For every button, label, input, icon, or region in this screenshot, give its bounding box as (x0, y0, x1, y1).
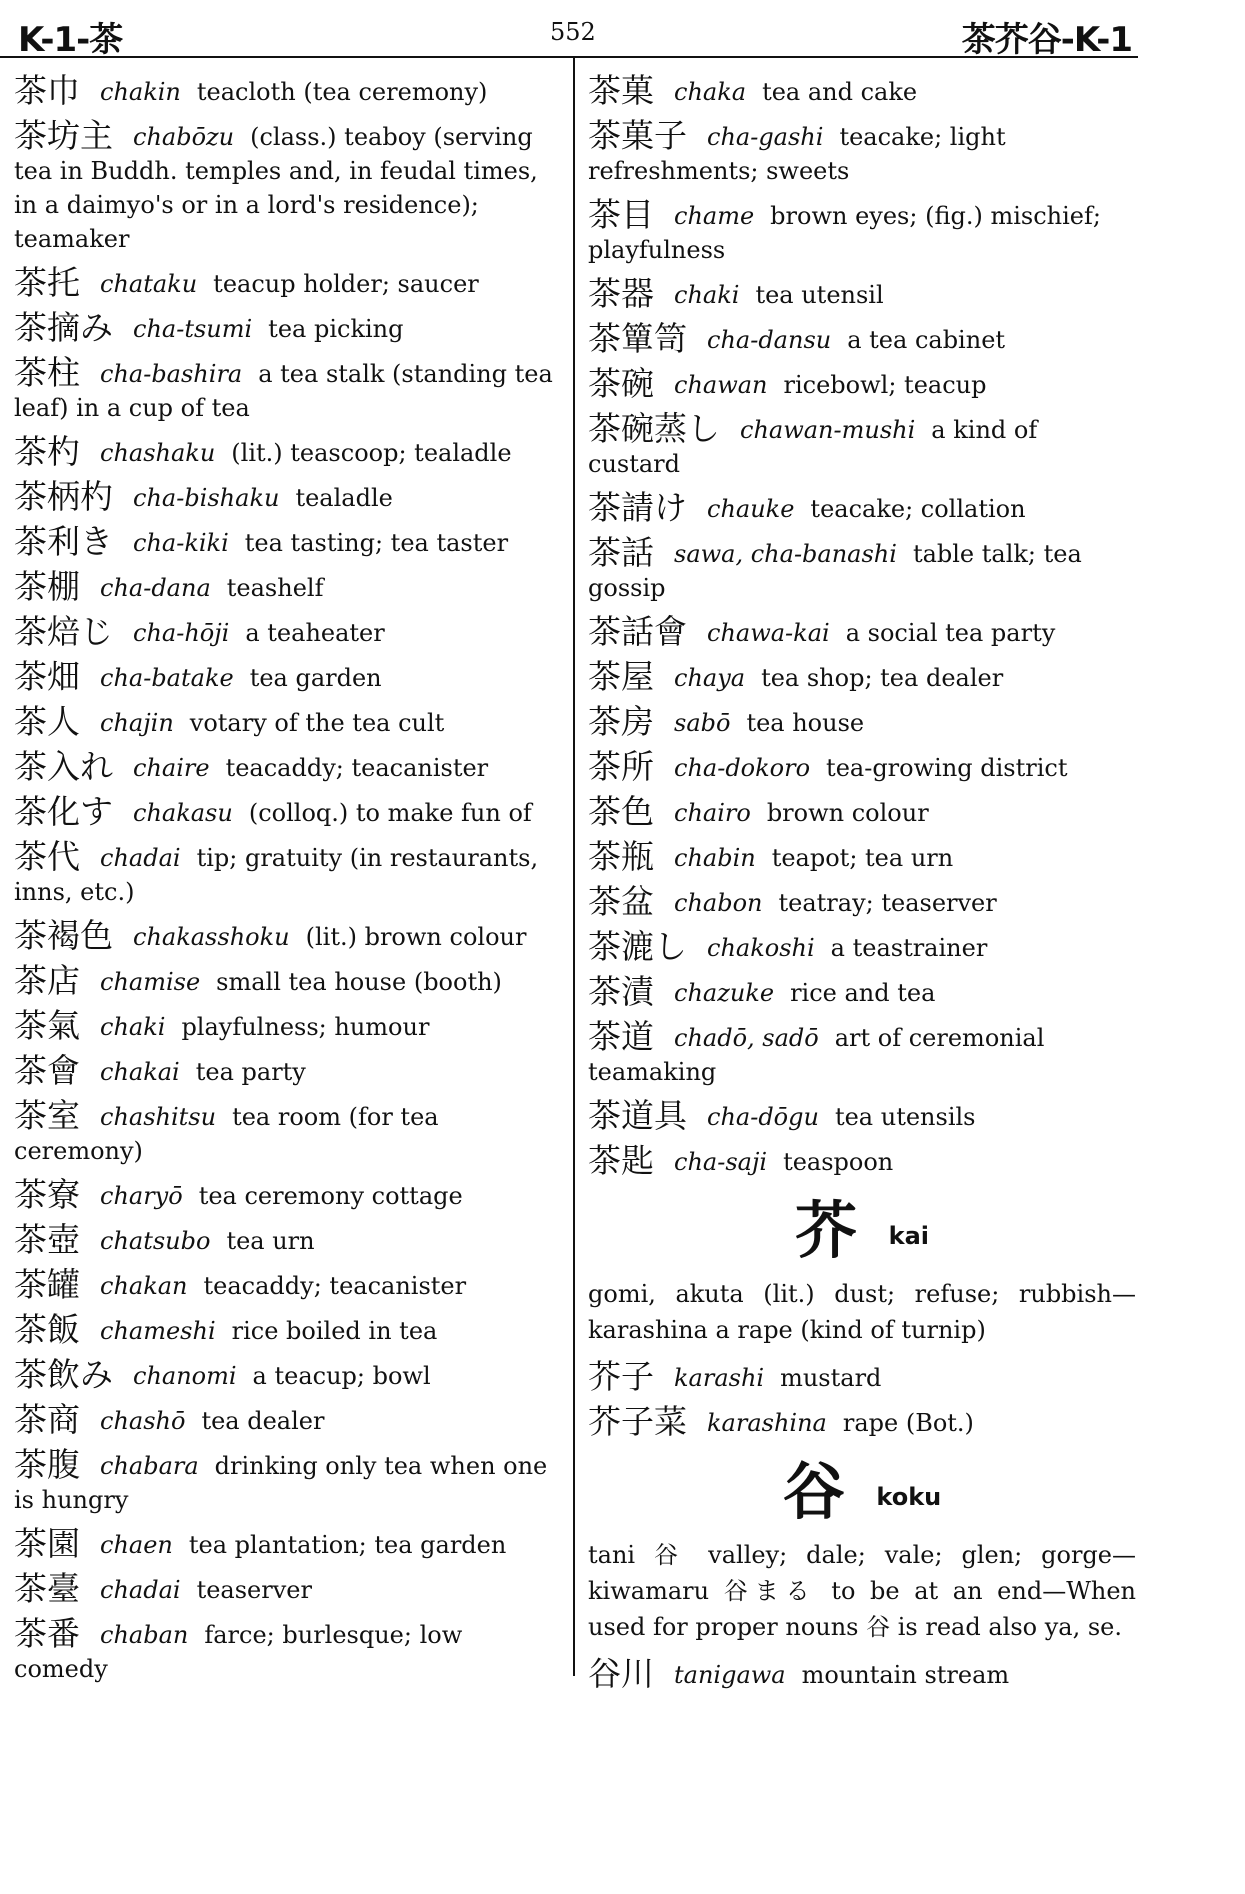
koku-section-heading (588, 1455, 1136, 1528)
entry-definition: tea ceremony cottage (198, 1182, 463, 1210)
dictionary-entry (588, 1017, 1136, 1089)
kai-entries (588, 1357, 1136, 1441)
entry-headword: 芥子菜 (588, 1402, 687, 1441)
dictionary-entry (588, 972, 1136, 1011)
entry-headword: 茶商 (14, 1400, 80, 1439)
entry-romaji: chaka (674, 78, 747, 106)
entry-romaji: cha-gashi (707, 123, 824, 151)
kai-reading: kai (888, 1222, 930, 1250)
dictionary-entry (588, 1141, 1136, 1180)
dictionary-entry (14, 961, 562, 1000)
dictionary-entry (14, 116, 562, 256)
dictionary-entry (588, 364, 1136, 403)
entry-romaji: charyō (100, 1182, 183, 1210)
entry-romaji: chakai (100, 1058, 180, 1086)
entry-headword: 茶目 (588, 195, 654, 234)
entry-definition: tea room (for tea ceremony) (14, 1103, 439, 1165)
entry-definition: brown colour (766, 799, 929, 827)
right-column (588, 71, 1136, 1702)
entry-headword: 茶所 (588, 747, 654, 786)
entry-headword: 茶請け (588, 488, 687, 527)
dictionary-entry (14, 1006, 562, 1045)
entry-definition: farce; burlesque; low comedy (14, 1621, 463, 1683)
dictionary-entry (14, 1051, 562, 1090)
entry-definition: tea shop; tea dealer (761, 664, 1004, 692)
entry-headword: 茶園 (14, 1524, 80, 1563)
dictionary-entry (588, 319, 1136, 358)
dictionary-entry (14, 747, 562, 786)
dictionary-entry (588, 1654, 1136, 1693)
entry-headword: 茶會 (14, 1051, 80, 1090)
entry-romaji: cha-saji (674, 1148, 768, 1176)
dictionary-entry (588, 195, 1136, 267)
dictionary-entry (14, 1400, 562, 1439)
entry-romaji: chataku (100, 270, 198, 298)
entry-romaji: cha-bishaku (133, 484, 280, 512)
dictionary-entry (14, 1096, 562, 1168)
entry-definition: teatray; teaserver (778, 889, 997, 917)
entry-headword: 茶色 (588, 792, 654, 831)
entry-headword: 茶漬 (588, 972, 654, 1011)
header-left-guide: K-1-茶 (18, 20, 123, 60)
entry-headword: 茶褐色 (14, 916, 113, 955)
entry-romaji: karashi (674, 1364, 765, 1392)
entry-headword: 茶腹 (14, 1445, 80, 1484)
entry-definition: teapot; tea urn (771, 844, 954, 872)
entry-definition: rice boiled in tea (231, 1317, 438, 1345)
entry-headword: 茶話 (588, 533, 654, 572)
entry-headword: 茶氣 (14, 1006, 80, 1045)
dictionary-entry (14, 308, 562, 347)
dictionary-entry (14, 612, 562, 651)
page-number: 552 (550, 18, 596, 46)
dictionary-entry (14, 702, 562, 741)
header-right-guide: 茶芥谷-K-1 (961, 20, 1132, 60)
entry-headword: 茶托 (14, 263, 80, 302)
entry-headword: 芥子 (588, 1357, 654, 1396)
entry-definition: tea dealer (201, 1407, 325, 1435)
entry-headword: 茶店 (14, 961, 80, 1000)
dictionary-entry (14, 1310, 562, 1349)
entry-romaji: cha-tsumi (133, 315, 253, 343)
dictionary-entry (14, 263, 562, 302)
koku-character: 谷 (782, 1455, 845, 1528)
entry-romaji: chakoshi (707, 934, 815, 962)
dictionary-entry (14, 1355, 562, 1394)
dictionary-entry (588, 837, 1136, 876)
dictionary-entry (14, 1175, 562, 1214)
entry-romaji: cha-hōji (133, 619, 230, 647)
entry-definition: tea tasting; tea taster (244, 529, 509, 557)
entry-definition: mountain stream (801, 1661, 1010, 1689)
entry-headword: 茶房 (588, 702, 654, 741)
dictionary-entry (14, 792, 562, 831)
entry-headword: 茶巾 (14, 71, 80, 110)
entry-headword: 茶盆 (588, 882, 654, 921)
entry-romaji: chadō, sadō (674, 1024, 819, 1052)
entry-definition: teacup holder; saucer (213, 270, 479, 298)
entry-romaji: chabon (674, 889, 763, 917)
entry-headword: 茶漉し (588, 927, 687, 966)
entry-romaji: chakan (100, 1272, 188, 1300)
dictionary-entry (14, 353, 562, 425)
entry-definition: (colloq.) to make fun of (248, 799, 532, 827)
entry-headword: 茶杓 (14, 432, 80, 471)
entry-headword: 茶飯 (14, 1310, 80, 1349)
entry-headword: 茶道具 (588, 1096, 687, 1135)
entry-romaji: chakin (100, 78, 181, 106)
entry-definition: (lit.) teascoop; tealadle (231, 439, 512, 467)
entry-definition: tea picking (268, 315, 404, 343)
entry-headword: 茶柄杓 (14, 477, 113, 516)
entry-definition: a teaheater (245, 619, 385, 647)
page-header (0, 6, 1138, 58)
entry-definition: playfulness; humour (181, 1013, 430, 1041)
entry-romaji: chawan-mushi (740, 416, 916, 444)
entry-definition: tea urn (226, 1227, 315, 1255)
entry-definition: teacake; collation (810, 495, 1026, 523)
right-entries (588, 71, 1136, 1180)
entry-definition: teacaddy; teacanister (225, 754, 489, 782)
entry-definition: tea and cake (762, 78, 918, 106)
entry-headword: 茶匙 (588, 1141, 654, 1180)
entry-headword: 谷川 (588, 1654, 654, 1693)
dictionary-entry (588, 1357, 1136, 1396)
entry-headword: 茶屋 (588, 657, 654, 696)
entry-definition: a tea cabinet (847, 326, 1006, 354)
entry-romaji: chatsubo (100, 1227, 211, 1255)
entry-definition: rice and tea (790, 979, 936, 1007)
entry-headword: 茶焙じ (14, 612, 113, 651)
entry-romaji: chabara (100, 1452, 199, 1480)
entry-romaji: chajin (100, 709, 174, 737)
entry-headword: 茶壺 (14, 1220, 80, 1259)
koku-entries (588, 1654, 1136, 1693)
entry-romaji: chameshi (100, 1317, 216, 1345)
entry-romaji: cha-kiki (133, 529, 229, 557)
entry-headword: 茶畑 (14, 657, 80, 696)
dictionary-entry (14, 567, 562, 606)
dictionary-entry (14, 1220, 562, 1259)
entry-headword: 茶碗蒸し (588, 409, 720, 448)
entry-definition: tea utensils (834, 1103, 976, 1131)
entry-romaji: cha-dansu (707, 326, 832, 354)
dictionary-entry (588, 274, 1136, 313)
left-column (14, 71, 562, 1696)
entry-definition: tea plantation; tea garden (188, 1531, 507, 1559)
kai-character: 芥 (794, 1194, 857, 1267)
dictionary-entry (14, 522, 562, 561)
entry-headword: 茶柱 (14, 353, 80, 392)
dictionary-entry (588, 612, 1136, 651)
entry-headword: 茶寮 (14, 1175, 80, 1214)
entry-definition: teacake; light refreshments; sweets (588, 123, 1006, 185)
entry-definition: teaserver (196, 1576, 312, 1604)
entry-romaji: cha-dokoro (674, 754, 811, 782)
entry-headword: 茶坊主 (14, 116, 113, 155)
dictionary-entry (14, 1445, 562, 1517)
entry-definition: teaspoon (783, 1148, 894, 1176)
entry-headword: 茶摘み (14, 308, 113, 347)
entry-romaji: chanomi (133, 1362, 237, 1390)
entry-definition: a teacup; bowl (252, 1362, 431, 1390)
dictionary-entry (14, 837, 562, 909)
entry-headword: 茶臺 (14, 1569, 80, 1608)
dictionary-entry (588, 882, 1136, 921)
entry-romaji: chashaku (100, 439, 216, 467)
entry-romaji: cha-bashira (100, 360, 243, 388)
dictionary-entry (588, 533, 1136, 605)
column-divider (573, 56, 575, 1676)
entry-romaji: cha-batake (100, 664, 234, 692)
dictionary-entry (588, 1402, 1136, 1441)
entry-romaji: chame (674, 202, 755, 230)
entry-romaji: chairo (674, 799, 751, 827)
entry-definition: tea garden (249, 664, 382, 692)
dictionary-entry (588, 792, 1136, 831)
entry-definition: a kind of custard (588, 416, 1038, 478)
dictionary-entry (14, 1569, 562, 1608)
entry-headword: 茶代 (14, 837, 80, 876)
entry-romaji: chazuke (674, 979, 775, 1007)
entry-definition: table talk; tea gossip (588, 540, 1082, 602)
entry-definition: tea-growing district (826, 754, 1068, 782)
entry-definition: tealadle (295, 484, 393, 512)
entry-headword: 茶利き (14, 522, 113, 561)
koku-paragraph: tani 谷 valley; dale; vale; glen; gorge—kiwamaru 谷まる to be at an end—When used for proper nouns 谷 is read also ya, se. (588, 1541, 1136, 1641)
dictionary-entry (14, 1614, 562, 1686)
dictionary-entry (14, 1265, 562, 1304)
entry-romaji: sabō (674, 709, 731, 737)
entry-headword: 茶入れ (14, 747, 113, 786)
entry-definition: tea house (746, 709, 865, 737)
entry-headword: 茶番 (14, 1614, 80, 1653)
entry-romaji: chawa-kai (707, 619, 830, 647)
entry-romaji: karashina (707, 1409, 827, 1437)
entry-definition: (class.) teaboy (serving tea in Buddh. temples and, in feudal times, in a daimyo's or in a lord's residence); teamaker (14, 123, 538, 253)
entry-romaji: chauke (707, 495, 795, 523)
entry-headword: 茶棚 (14, 567, 80, 606)
entry-definition: a social tea party (845, 619, 1056, 647)
entry-definition: tea utensil (755, 281, 884, 309)
entry-romaji: chawan (674, 371, 768, 399)
entry-definition: drinking only tea when one is hungry (14, 1452, 548, 1514)
entry-headword: 茶菓 (588, 71, 654, 110)
kai-section-heading (588, 1194, 1136, 1267)
entry-headword: 茶道 (588, 1017, 654, 1056)
entry-headword: 茶器 (588, 274, 654, 313)
entry-definition: teacloth (tea ceremony) (196, 78, 488, 106)
entry-headword: 茶簞笥 (588, 319, 687, 358)
dictionary-entry (14, 1524, 562, 1563)
entry-headword: 茶話會 (588, 612, 687, 651)
entry-romaji: chadai (100, 1576, 181, 1604)
entry-headword: 茶罐 (14, 1265, 80, 1304)
entry-definition: small tea house (booth) (216, 968, 502, 996)
entry-romaji: chabin (674, 844, 756, 872)
dictionary-entry (14, 432, 562, 471)
entry-definition: ricebowl; teacup (783, 371, 987, 399)
dictionary-entry (588, 116, 1136, 188)
entry-definition: tip; gratuity (in restaurants, inns, etc.) (14, 844, 539, 906)
entry-romaji: chadai (100, 844, 181, 872)
entry-romaji: chashitsu (100, 1103, 217, 1131)
entry-headword: 茶化す (14, 792, 113, 831)
entry-romaji: chakasu (133, 799, 233, 827)
dictionary-entry (588, 747, 1136, 786)
entry-romaji: tanigawa (674, 1661, 786, 1689)
entry-romaji: chaen (100, 1531, 173, 1559)
entry-definition: (lit.) brown colour (305, 923, 527, 951)
dictionary-entry (14, 71, 562, 110)
dictionary-entry (588, 409, 1136, 481)
dictionary-entry (588, 927, 1136, 966)
entry-definition: art of ceremonial teamaking (588, 1024, 1045, 1086)
dictionary-entry (588, 702, 1136, 741)
entry-romaji: chaki (100, 1013, 166, 1041)
entry-definition: a tea stalk (standing tea leaf) in a cup of tea (14, 360, 553, 422)
dictionary-entry (14, 916, 562, 955)
entry-definition: rape (Bot.) (842, 1409, 974, 1437)
dictionary-entry (588, 71, 1136, 110)
dictionary-entry (588, 1096, 1136, 1135)
entry-headword: 茶瓶 (588, 837, 654, 876)
entry-definition: teacaddy; teacanister (203, 1272, 467, 1300)
entry-romaji: chashō (100, 1407, 186, 1435)
entry-headword: 茶碗 (588, 364, 654, 403)
entry-romaji: chakasshoku (133, 923, 290, 951)
entry-definition: mustard (780, 1364, 882, 1392)
dictionary-entry (588, 657, 1136, 696)
dictionary-entry (14, 657, 562, 696)
koku-reading: koku (876, 1483, 942, 1511)
entry-romaji: chamise (100, 968, 201, 996)
entry-headword: 茶人 (14, 702, 80, 741)
entry-romaji: cha-dōgu (707, 1103, 819, 1131)
entry-romaji: chaire (133, 754, 210, 782)
entry-romaji: chaban (100, 1621, 189, 1649)
entry-definition: tea party (195, 1058, 306, 1086)
entry-definition: votary of the tea cult (189, 709, 445, 737)
entry-romaji: chabōzu (133, 123, 235, 151)
entry-definition: brown eyes; (fig.) mischief; playfulness (588, 202, 1101, 264)
dictionary-entry (588, 488, 1136, 527)
kai-paragraph: gomi, akuta (lit.) dust; refuse; rubbish—karashina a rape (kind of turnip) (588, 1280, 1136, 1344)
entry-headword: 茶菓子 (588, 116, 687, 155)
entry-romaji: cha-dana (100, 574, 211, 602)
dictionary-entry (14, 477, 562, 516)
entry-headword: 茶飲み (14, 1355, 113, 1394)
entry-headword: 茶室 (14, 1096, 80, 1135)
entry-romaji: chaya (674, 664, 746, 692)
entry-definition: teashelf (226, 574, 324, 602)
entry-romaji: chaki (674, 281, 740, 309)
entry-definition: a teastrainer (830, 934, 988, 962)
entry-romaji: sawa, cha-banashi (674, 540, 897, 568)
